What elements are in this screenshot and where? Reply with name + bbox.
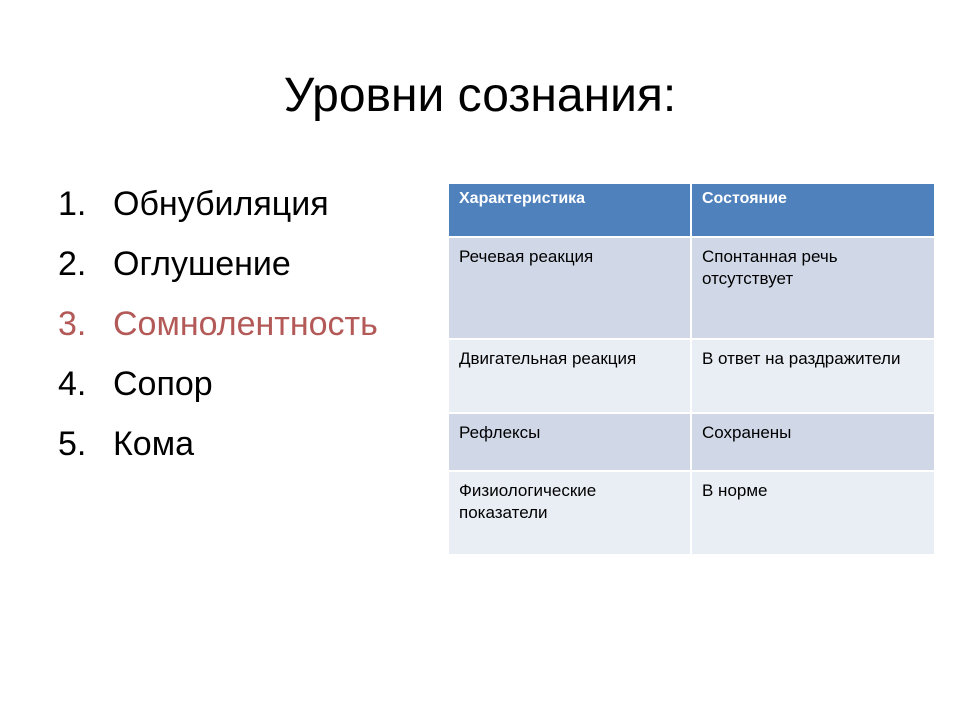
consciousness-levels-list: [58, 174, 438, 474]
table-cell: В норме: [691, 471, 935, 555]
column-header-characteristic: Характеристика: [449, 184, 691, 237]
list-item: [58, 414, 438, 474]
table-cell: Физиологические показатели: [449, 471, 691, 555]
table-cell: Рефлексы: [449, 413, 691, 471]
list-item-number: 5.: [58, 425, 87, 463]
table-cell: В ответ на раздражители: [691, 339, 935, 413]
table-row: [449, 413, 935, 471]
list-item-label: Сопор: [113, 365, 213, 403]
characteristics-table: [449, 184, 936, 556]
table-row: [449, 339, 935, 413]
table-cell: Спонтанная речь отсутствует: [691, 237, 935, 339]
list-item-number: 3.: [58, 305, 87, 343]
table-cell: Речевая реакция: [449, 237, 691, 339]
list-item-number: 2.: [58, 245, 87, 283]
list-item-label: Обнубиляция: [113, 185, 329, 223]
list-item-label: Кома: [113, 425, 194, 463]
list-item-highlighted: [58, 294, 438, 354]
column-header-state: Состояние: [691, 184, 935, 237]
list-item-number: 1.: [58, 185, 87, 223]
list-item: [58, 174, 438, 234]
list-item-label: Оглушение: [113, 245, 291, 283]
list-item: [58, 354, 438, 414]
list-item-label: Сомнолентность: [113, 305, 378, 343]
table-cell: Сохранены: [691, 413, 935, 471]
table-cell: Двигательная реакция: [449, 339, 691, 413]
list-item-number: 4.: [58, 365, 87, 403]
table-row: [449, 237, 935, 339]
slide-title: Уровни сознания:: [283, 69, 677, 122]
table-row: [449, 471, 935, 555]
list-item: [58, 234, 438, 294]
table-header-row: [449, 184, 935, 237]
